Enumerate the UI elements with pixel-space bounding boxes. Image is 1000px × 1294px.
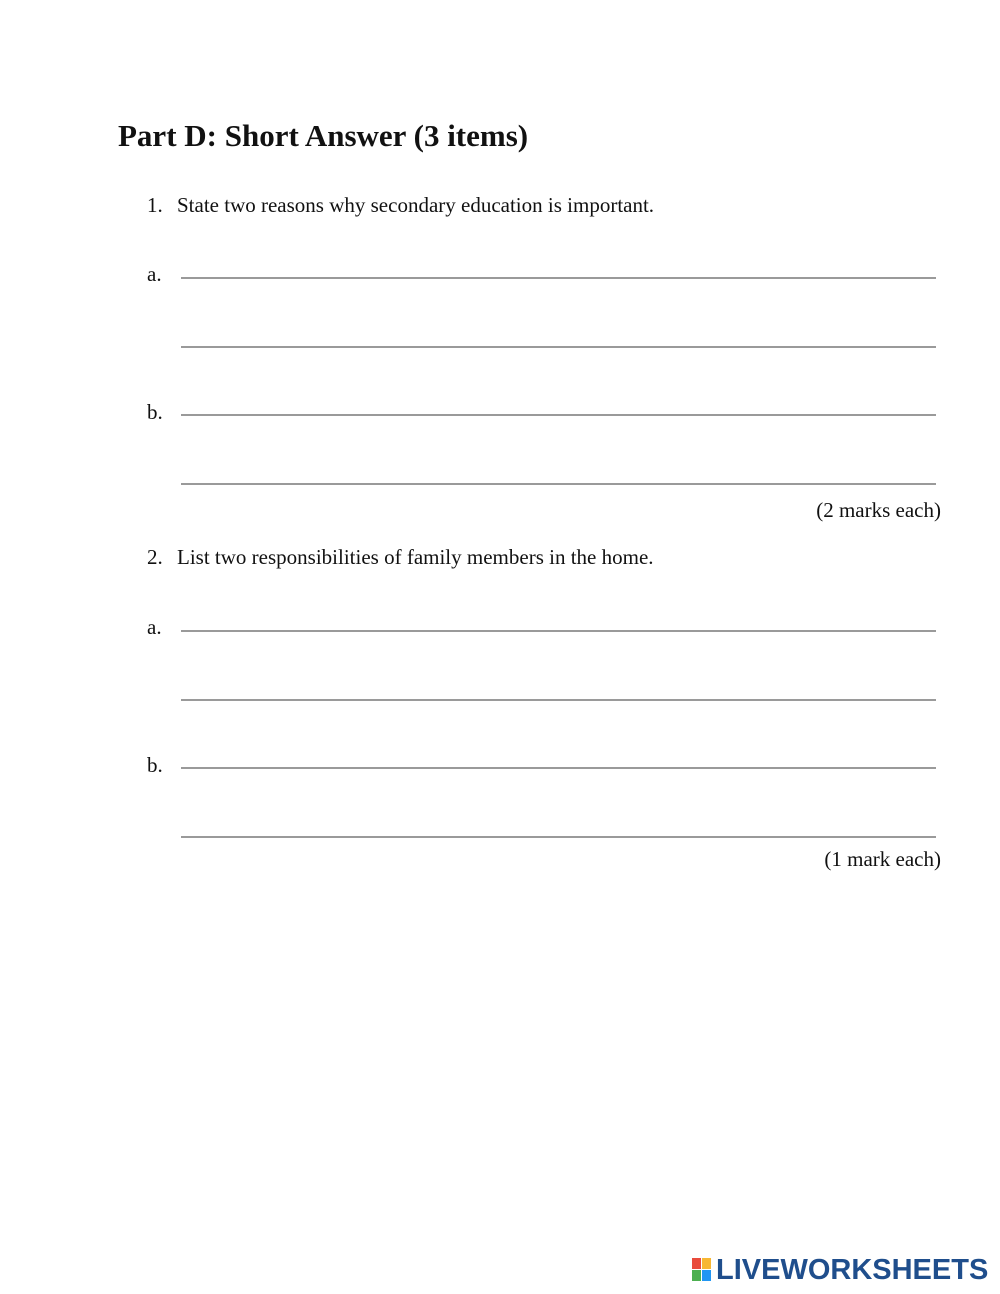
question-2-number: 2. xyxy=(147,545,163,569)
question-1-part-a-answer-line-1[interactable] xyxy=(181,277,936,279)
question-2-marks: (1 mark each) xyxy=(824,847,941,871)
question-1-part-b-answer-line-2[interactable] xyxy=(181,483,936,485)
question-1-part-b-label: b. xyxy=(147,400,163,424)
question-1-number: 1. xyxy=(147,193,163,217)
question-2-part-b-label: b. xyxy=(147,753,163,777)
question-1-part-b-answer-line-1[interactable] xyxy=(181,414,936,416)
question-2-part-a-answer-line-2[interactable] xyxy=(181,699,936,701)
question-1-part-a-answer-line-2[interactable] xyxy=(181,346,936,348)
question-2-part-b-answer-line-1[interactable] xyxy=(181,767,936,769)
question-2-part-a-answer-line-1[interactable] xyxy=(181,630,936,632)
question-1-text: State two reasons why secondary education is important. xyxy=(177,193,655,217)
question-1-part-a-label: a. xyxy=(147,262,162,286)
question-1-marks: (2 marks each) xyxy=(816,498,941,522)
liveworksheets-logo-icon xyxy=(692,1258,712,1282)
footer-logo xyxy=(692,1254,988,1286)
question-2-text: List two responsibilities of family members in the home. xyxy=(177,545,654,569)
question-2-part-a-label: a. xyxy=(147,615,162,639)
logo-text: LIVEWORKSHEETS xyxy=(716,1253,989,1286)
page-title: Part D: Short Answer (3 items) xyxy=(118,118,529,153)
question-2-part-b-answer-line-2[interactable] xyxy=(181,836,936,838)
